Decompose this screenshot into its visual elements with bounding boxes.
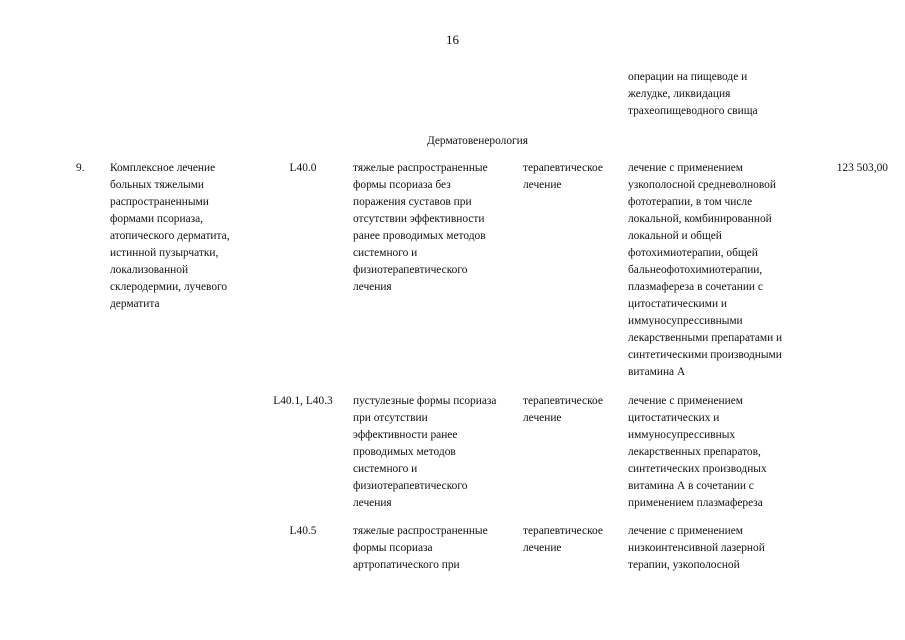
text-line: поражения суставов при: [353, 196, 472, 208]
entry-model-cell: [353, 523, 521, 574]
text-line: терапии, узкополосной: [628, 559, 740, 571]
text-line: желудке, ликвидация: [628, 88, 731, 100]
text-line: применением плазмафереза: [628, 497, 763, 509]
text-line: физиотерапевтического: [353, 264, 468, 276]
section-title: Дерматовенерология: [426, 135, 529, 147]
entry-type-cell: [523, 393, 625, 427]
continued-method-cell: [628, 69, 812, 120]
text-line: системного и: [353, 247, 418, 259]
text-line: иммуносупрессивными: [628, 315, 743, 327]
text-line: склеродермии, лучевого: [110, 281, 228, 293]
text-line: отсутствии эффективности: [353, 213, 485, 225]
text-line: синтетическими производными: [628, 349, 782, 361]
text-line: лечение: [523, 412, 562, 424]
entry-model-cell: [353, 393, 521, 512]
text-line: терапевтическое: [523, 162, 603, 174]
text-line: лекарственных препаратов,: [628, 446, 761, 458]
text-line: системного и: [353, 463, 418, 475]
text-line: формы псориаза: [353, 542, 433, 554]
text-line: лечения: [353, 497, 392, 509]
text-line: синтетических производных: [628, 463, 767, 475]
entry-code: L40.5: [289, 525, 317, 537]
text-line: витамина А: [628, 366, 686, 378]
text-line: локальной и общей: [628, 230, 722, 242]
text-line: локализованной: [110, 264, 189, 276]
text-line: лечение: [523, 542, 562, 554]
text-line: трахеопищеводного свища: [628, 105, 758, 117]
text-line: больных тяжелыми: [110, 179, 204, 191]
text-line: тяжелые распространенные: [353, 162, 488, 174]
page-number: 16: [446, 32, 459, 47]
text-line: формы псориаза без: [353, 179, 451, 191]
text-line: фототерапии, в том числе: [628, 196, 753, 208]
text-line: лечения: [353, 281, 392, 293]
text-line: иммуносупрессивных: [628, 429, 736, 441]
text-line: локальной, комбинированной: [628, 213, 772, 225]
entry-type-cell: [523, 523, 625, 557]
text-line: цитостатическими и: [628, 298, 728, 310]
text-line: истинной пузырчатки,: [110, 247, 219, 259]
text-line: эффективности ранее: [353, 429, 458, 441]
row-cost: 123 503,00: [836, 162, 888, 174]
text-line: лечение с применением: [628, 395, 743, 407]
text-line: плазмафереза в сочетании с: [628, 281, 763, 293]
text-line: пустулезные формы псориаза: [353, 395, 497, 407]
text-line: лечение с применением: [628, 525, 743, 537]
text-line: фотохимиотерапии, общей: [628, 247, 758, 259]
entry-method-cell: [628, 160, 812, 381]
text-line: узкополосной средневолновой: [628, 179, 776, 191]
text-line: распространенными: [110, 196, 209, 208]
text-line: тяжелые распространенные: [353, 525, 488, 537]
entry-method-cell: [628, 393, 812, 512]
text-line: Комплексное лечение: [110, 162, 216, 174]
entry-type-cell: [523, 160, 625, 194]
text-line: дерматита: [110, 298, 160, 310]
entry-method-cell: [628, 523, 812, 574]
text-line: цитостатических и: [628, 412, 720, 424]
text-line: формами псориаза,: [110, 213, 204, 225]
text-line: лекарственными препаратами и: [628, 332, 783, 344]
text-line: операции на пищеводе и: [628, 71, 748, 83]
text-line: лечение с применением: [628, 162, 743, 174]
text-line: артропатического при: [353, 559, 460, 571]
text-line: лечение: [523, 179, 562, 191]
text-line: низкоинтенсивной лазерной: [628, 542, 765, 554]
row-number: 9.: [76, 162, 85, 174]
entry-code: L40.0: [289, 162, 317, 174]
text-line: витамина А в сочетании с: [628, 480, 754, 492]
entry-code: L40.1, L40.3: [273, 395, 333, 407]
text-line: терапевтическое: [523, 525, 603, 537]
text-line: бальнеофотохимиотерапии,: [628, 264, 763, 276]
text-line: атопического дерматита,: [110, 230, 230, 242]
text-line: проводимых методов: [353, 446, 456, 458]
text-line: физиотерапевтического: [353, 480, 468, 492]
entry-model-cell: [353, 160, 521, 296]
text-line: при отсутствии: [353, 412, 428, 424]
text-line: ранее проводимых методов: [353, 230, 486, 242]
row-name-cell: [110, 160, 260, 313]
text-line: терапевтическое: [523, 395, 603, 407]
